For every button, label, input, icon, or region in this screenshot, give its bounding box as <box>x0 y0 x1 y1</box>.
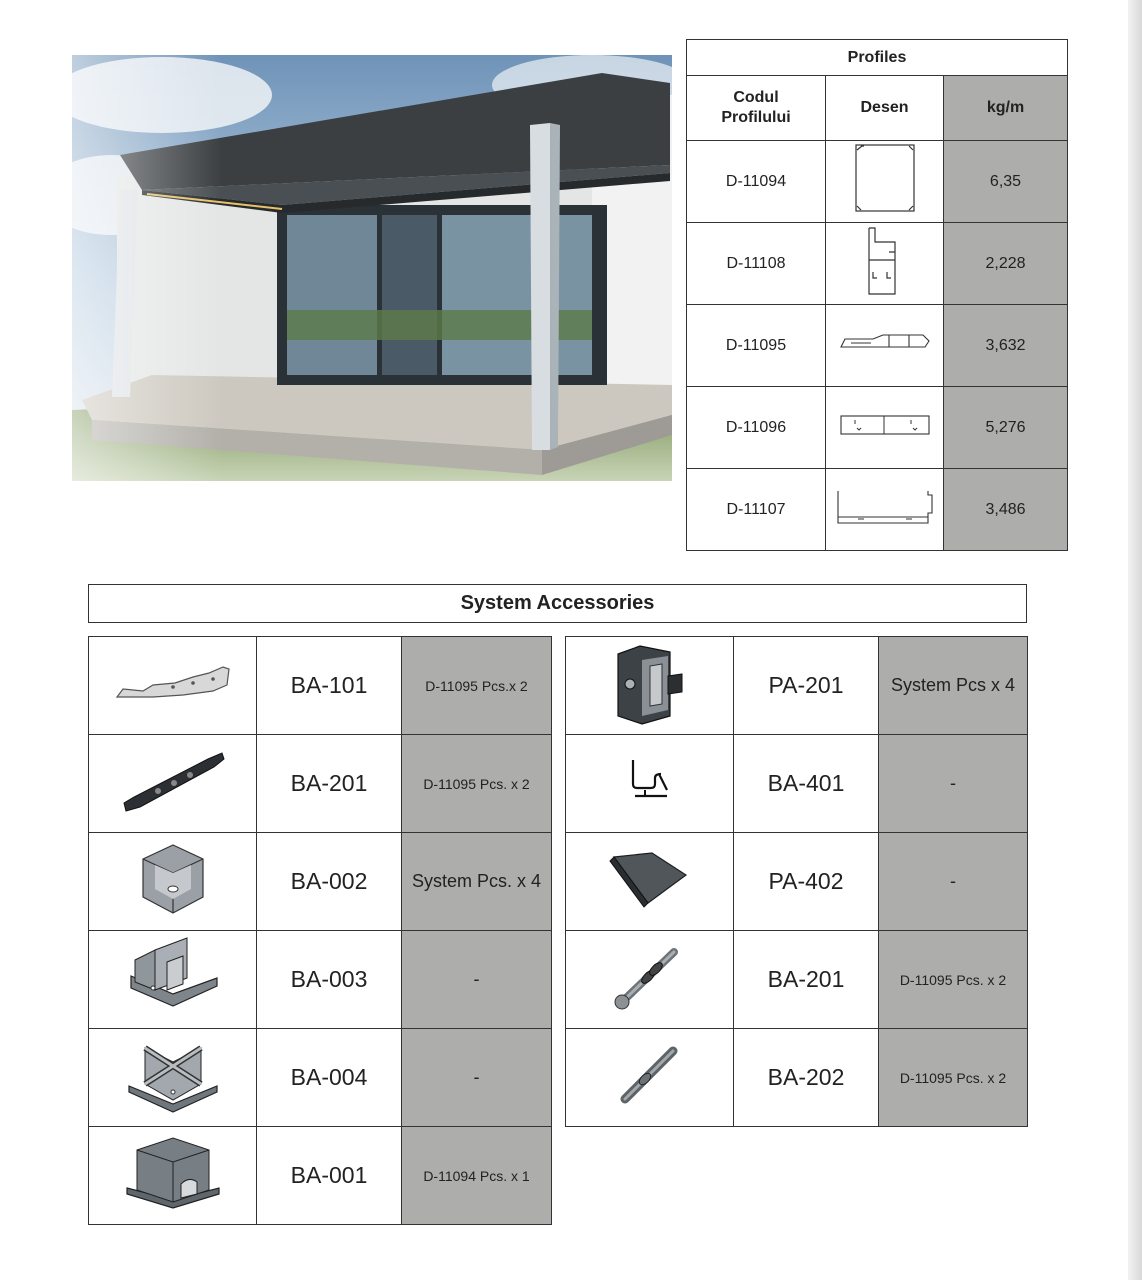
gutter-profile-icon <box>865 224 905 298</box>
accessory-code: BA-201 <box>257 735 402 833</box>
profile-weight: 2,228 <box>944 223 1068 305</box>
beam-profile-icon <box>839 413 931 437</box>
profile-code: D-11096 <box>687 387 826 469</box>
table-row <box>687 305 1068 387</box>
accessories-left-table <box>88 636 552 1225</box>
table-row <box>566 735 1028 833</box>
pergola-photo <box>72 55 672 481</box>
table-row <box>89 931 552 1029</box>
pin-axle-icon <box>610 942 690 1012</box>
connector-bar-icon <box>118 749 228 813</box>
profile-code: D-11095 <box>687 305 826 387</box>
accessory-image <box>89 1127 257 1225</box>
accessory-image <box>566 735 734 833</box>
frame-profile-icon <box>836 487 934 527</box>
accessory-image <box>566 833 734 931</box>
post-base-icon <box>123 1134 223 1212</box>
profile-drawing <box>826 387 944 469</box>
table-row <box>687 141 1068 223</box>
accessory-note: D-11094 Pcs. x 1 <box>402 1127 552 1225</box>
corner-box-icon <box>133 839 213 919</box>
header-drawing: Desen <box>826 76 944 141</box>
profile-code: D-11094 <box>687 141 826 223</box>
motor-block-icon <box>610 640 690 726</box>
accessory-code: BA-401 <box>734 735 879 833</box>
accessories-right-table <box>565 636 1028 1127</box>
page-edge-shadow <box>1128 0 1142 1280</box>
accessory-note: - <box>402 1029 552 1127</box>
accessory-note: D-11095 Pcs. x 2 <box>402 735 552 833</box>
table-row <box>687 223 1068 305</box>
hook-clip-icon <box>625 756 675 806</box>
accessory-image <box>566 1029 734 1127</box>
accessory-image <box>89 1029 257 1127</box>
table-row <box>687 387 1068 469</box>
table-row <box>687 469 1068 551</box>
accessory-code: PA-201 <box>734 637 879 735</box>
table-row <box>566 637 1028 735</box>
profile-weight: 3,486 <box>944 469 1068 551</box>
t-base-icon <box>123 932 223 1022</box>
accessory-code: BA-003 <box>257 931 402 1029</box>
table-row <box>89 735 552 833</box>
accessory-code: BA-004 <box>257 1029 402 1127</box>
accessory-image <box>89 735 257 833</box>
profile-drawing <box>826 223 944 305</box>
accessory-image <box>89 833 257 931</box>
table-row <box>566 1029 1028 1127</box>
table-row <box>89 833 552 931</box>
louver-blade-profile-icon <box>839 331 931 355</box>
accessory-note: - <box>879 833 1028 931</box>
accessory-image <box>89 931 257 1029</box>
profiles-table <box>686 39 1068 551</box>
accessory-note: D-11095 Pcs. x 2 <box>879 1029 1028 1127</box>
accessory-code: BA-201 <box>734 931 879 1029</box>
profile-drawing <box>826 141 944 223</box>
table-row <box>566 931 1028 1029</box>
square-post-profile-icon <box>853 142 917 216</box>
header-profile-code-text: Codul Profilului <box>721 89 791 126</box>
accessory-code: BA-002 <box>257 833 402 931</box>
profile-code: D-11108 <box>687 223 826 305</box>
profile-weight: 3,632 <box>944 305 1068 387</box>
accessory-code: BA-202 <box>734 1029 879 1127</box>
profiles-title: Profiles <box>687 40 1068 76</box>
accessory-image <box>566 637 734 735</box>
accessory-code: BA-101 <box>257 637 402 735</box>
table-row <box>566 833 1028 931</box>
bolt-axle-icon <box>615 1043 685 1107</box>
angle-plate-icon <box>608 847 692 911</box>
table-row <box>89 1029 552 1127</box>
profile-weight: 6,35 <box>944 141 1068 223</box>
accessory-code: PA-402 <box>734 833 879 931</box>
header-kg-per-m: kg/m <box>944 76 1068 141</box>
accessory-code: BA-001 <box>257 1127 402 1225</box>
accessory-note: - <box>402 931 552 1029</box>
accessory-note: System Pcs x 4 <box>879 637 1028 735</box>
accessory-note: D-11095 Pcs. x 2 <box>879 931 1028 1029</box>
accessory-image <box>566 931 734 1029</box>
accessory-note: D-11095 Pcs.x 2 <box>402 637 552 735</box>
profile-code: D-11107 <box>687 469 826 551</box>
header-profile-code <box>687 76 826 141</box>
table-row <box>89 637 552 735</box>
accessory-note: - <box>879 735 1028 833</box>
accessory-note: System Pcs. x 4 <box>402 833 552 931</box>
profile-drawing <box>826 305 944 387</box>
accessories-title: System Accessories <box>88 584 1027 623</box>
accessory-image <box>89 637 257 735</box>
bracket-plate-icon <box>113 663 233 703</box>
profile-drawing <box>826 469 944 551</box>
cross-base-icon <box>123 1032 223 1118</box>
table-row <box>89 1127 552 1225</box>
profile-weight: 5,276 <box>944 387 1068 469</box>
